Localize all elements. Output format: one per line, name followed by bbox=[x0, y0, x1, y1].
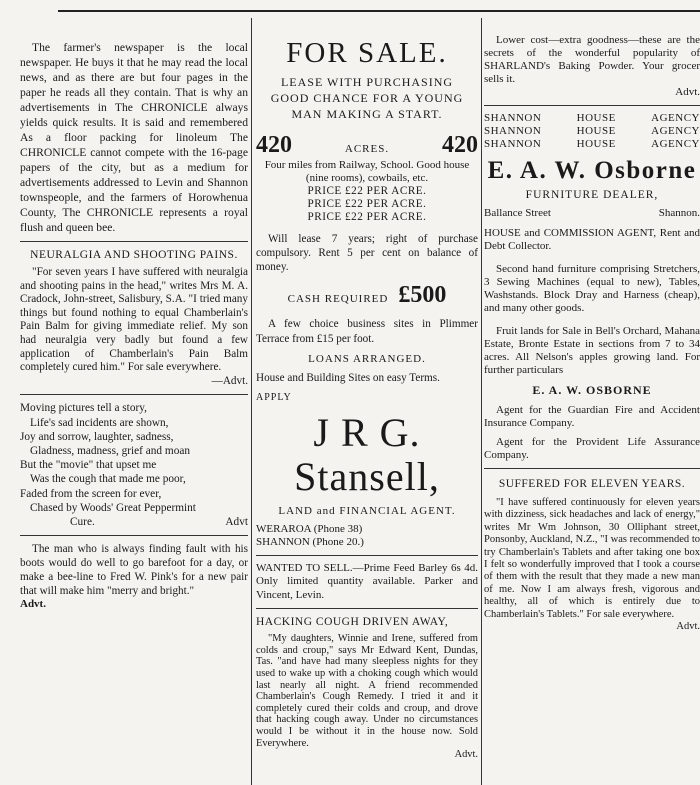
agency-word: HOUSE bbox=[576, 125, 616, 137]
neuralgia-heading: NEURALGIA AND SHOOTING PAINS. bbox=[30, 249, 238, 261]
osborne-title: E. A. W. Osborne bbox=[487, 157, 697, 184]
acres-label: ACRES. bbox=[344, 143, 390, 155]
movie-poem bbox=[20, 401, 248, 529]
lease-line: LEASE WITH PURCHASING bbox=[280, 75, 454, 89]
for-sale-title: FOR SALE. bbox=[286, 37, 448, 69]
agency-word: SHANNON bbox=[484, 112, 542, 124]
top-rule bbox=[58, 0, 700, 12]
column-right bbox=[484, 22, 700, 785]
poem-line: But the "movie" that upset me bbox=[20, 459, 157, 472]
neuralgia-advt: —Advt. bbox=[211, 374, 248, 387]
house-commission: HOUSE and COMMISSION AGENT, Rent and Debt Collector. bbox=[484, 227, 700, 252]
suffered-heading: SUFFERED FOR ELEVEN YEARS. bbox=[498, 478, 686, 490]
guardian-agent: Agent for the Guardian Fire and Accident Insurance Company. bbox=[484, 404, 700, 429]
agency-word: HOUSE bbox=[576, 112, 616, 124]
agency-word: AGENCY bbox=[651, 138, 700, 150]
provident-agent: Agent for the Provident Life Assurance Company. bbox=[484, 436, 700, 461]
cash-required bbox=[256, 282, 478, 309]
house-sites: House and Building Sites on easy Terms. bbox=[256, 372, 440, 384]
agency-word: SHANNON bbox=[484, 138, 542, 150]
poem-line: Moving pictures tell a story, bbox=[20, 402, 147, 415]
divider bbox=[20, 535, 248, 536]
acres-row bbox=[256, 132, 478, 159]
divider bbox=[484, 105, 700, 106]
agency-row bbox=[484, 138, 700, 151]
poem-line: Gladness, madness, grief and moan bbox=[30, 444, 190, 457]
agent-name: J R G. Stansell, bbox=[294, 410, 440, 499]
furniture-dealer: FURNITURE DEALER, bbox=[525, 189, 659, 201]
wanted-to-sell: WANTED TO SELL.—Prime Feed Barley 6s 4d. Only limited quantity available. Parker and Vincent, Levin. bbox=[256, 562, 478, 601]
phone-line: SHANNON (Phone 20.) bbox=[256, 536, 364, 548]
poem-line: Chased by Woods' Great Peppermint bbox=[30, 501, 196, 514]
cash-value: £500 bbox=[398, 282, 447, 308]
agency-word: HOUSE bbox=[576, 138, 616, 150]
divider bbox=[256, 608, 478, 609]
acres-number: 420 bbox=[442, 132, 478, 158]
divider bbox=[20, 241, 248, 242]
apply-label: APPLY bbox=[256, 392, 292, 403]
street-name: Ballance Street bbox=[484, 207, 551, 219]
agency-row bbox=[484, 112, 700, 125]
business-sites: A few choice business sites in Plimmer Terrace from £15 per foot. bbox=[256, 318, 478, 345]
lease-terms: Will lease 7 years; right of purchase compulsory. Rent 5 per cent on balance of money. bbox=[256, 233, 478, 273]
neuralgia-body: "For seven years I have suffered with neuralgia and shooting pains in the head," writes Mrs M. A. Cradock, John-street, Salisbury, S.A. "I tried many things but found nothing to equal Chamberlain's Pain Balm for giving immediate relief. My son had neuralgia very badly but found a few application of Chamberlain's Pain Balm completely cured him." For sale everywhere. bbox=[20, 266, 248, 374]
agent-role: LAND and FINANCIAL AGENT. bbox=[278, 505, 456, 517]
cough-heading: HACKING COUGH DRIVEN AWAY, bbox=[256, 616, 449, 629]
divider bbox=[20, 394, 248, 395]
agency-word: AGENCY bbox=[651, 112, 700, 124]
secondhand-furniture: Second hand furniture comprising Stretchers, 3 Sewing Machines (equal to new), Tables, Washstands. Block Dray and Harness (cheap), and many other goods. bbox=[484, 263, 700, 314]
poem-line: Was the cough that made me poor, bbox=[30, 473, 186, 486]
town-name: Shannon. bbox=[658, 207, 700, 219]
cough-advt: Advt. bbox=[454, 749, 478, 761]
fruit-lands: Fruit lands for Sale in Bell's Orchard, Mahana Estate, Bronte Estate in sections from 7 to 34 acres. All Nelson's apples growing land. For further particulars bbox=[484, 325, 700, 376]
column-left bbox=[20, 22, 248, 785]
agency-word: AGENCY bbox=[651, 125, 700, 137]
suffered-body: "I have suffered continuously for eleven years with dizziness, sick headaches and lack of energy," writes Mr Wm Johnson, 30 Olliphant street, Ponsonby, Auckland, N.Z., "I was recommended to try Chamberlain's Tablets and after taking one box I felt so wonderfully improved that I took a course of them with the result that they made a new man of me. Now I am always fresh, vigorous and healthy, all of which is entirely due to Chamberlain's Tablets." For sale everywhere. bbox=[484, 497, 700, 620]
cough-body: "My daughters, Winnie and Irene, suffered from colds and croup," says Mr Edward Kent, Dundas, Tas. "and have had many sleepless nights for they used to wake up with a choking cough which would last nearly all night. A friend recommended Chamberlain's Cough Remedy. I tried it and it completely cured their colds and croup, and drove that hacking cough away. Under no circumstances would I be without it in the house now. Sold Everywhere. bbox=[256, 633, 478, 749]
loans-arranged: LOANS ARRANGED. bbox=[308, 353, 426, 365]
price-line: PRICE £22 PER ACRE. bbox=[307, 198, 427, 210]
baking-powder-ad: Lower cost—extra goodness—these are the secrets of the wonderful popularity of SHARLAND's Baking Powder. Your grocer sells it. bbox=[484, 34, 700, 85]
boots-article: The man who is always finding fault with his boots would do well to go barefoot for a day, or make a bee-line to Fred W. Pink's for a new pair that will make him "merry and bright." bbox=[20, 543, 248, 598]
lease-line: GOOD CHANCE FOR A YOUNG bbox=[270, 91, 464, 105]
property-description: Four miles from Railway, School. Good house (nine rooms), cowbails, etc. bbox=[264, 159, 470, 184]
baking-advt: Advt. bbox=[675, 86, 700, 98]
agency-row bbox=[484, 125, 700, 138]
price-line: PRICE £22 PER ACRE. bbox=[307, 185, 427, 197]
poem-advt: Advt bbox=[225, 515, 248, 528]
poem-line: Faded from the screen for ever, bbox=[20, 487, 162, 500]
column-rule bbox=[251, 18, 252, 785]
phone-line: WERAROA (Phone 38) bbox=[256, 523, 363, 535]
lease-line: MAN MAKING A START. bbox=[291, 107, 443, 121]
acres-number: 420 bbox=[256, 132, 292, 158]
divider bbox=[256, 555, 478, 556]
cash-label: CASH REQUIRED bbox=[287, 293, 389, 305]
divider bbox=[484, 468, 700, 469]
osborne-caps: E. A. W. OSBORNE bbox=[532, 383, 652, 397]
poem-line: Joy and sorrow, laughter, sadness, bbox=[20, 430, 174, 443]
column-middle bbox=[256, 22, 478, 785]
farmers-newspaper-article: The farmer's newspaper is the local newspaper. He buys it that he may read the local news, and as there are but four pages in the paper he reads all they contain. That is why an advertisements in The CHRONICLE always yields quick results. It is said and remembered As a floor packing for linoleum The CHRONICLE cannot compete with the 16-page papers of the city, but as a medium for advertisements addressed to Levin and Shannon townspeople, and the farmers of Horowhenua County, The CHRONICLE represents a royal flush and queen bee. bbox=[20, 41, 248, 234]
poem-line: Cure. bbox=[70, 515, 95, 528]
agency-word: SHANNON bbox=[484, 125, 542, 137]
boots-advt: Advt. bbox=[20, 598, 46, 611]
suffered-advt: Advt. bbox=[676, 621, 700, 633]
poem-line: Life's sad incidents are shown, bbox=[30, 416, 169, 429]
price-line: PRICE £22 PER ACRE. bbox=[307, 211, 427, 223]
column-rule bbox=[481, 18, 482, 785]
